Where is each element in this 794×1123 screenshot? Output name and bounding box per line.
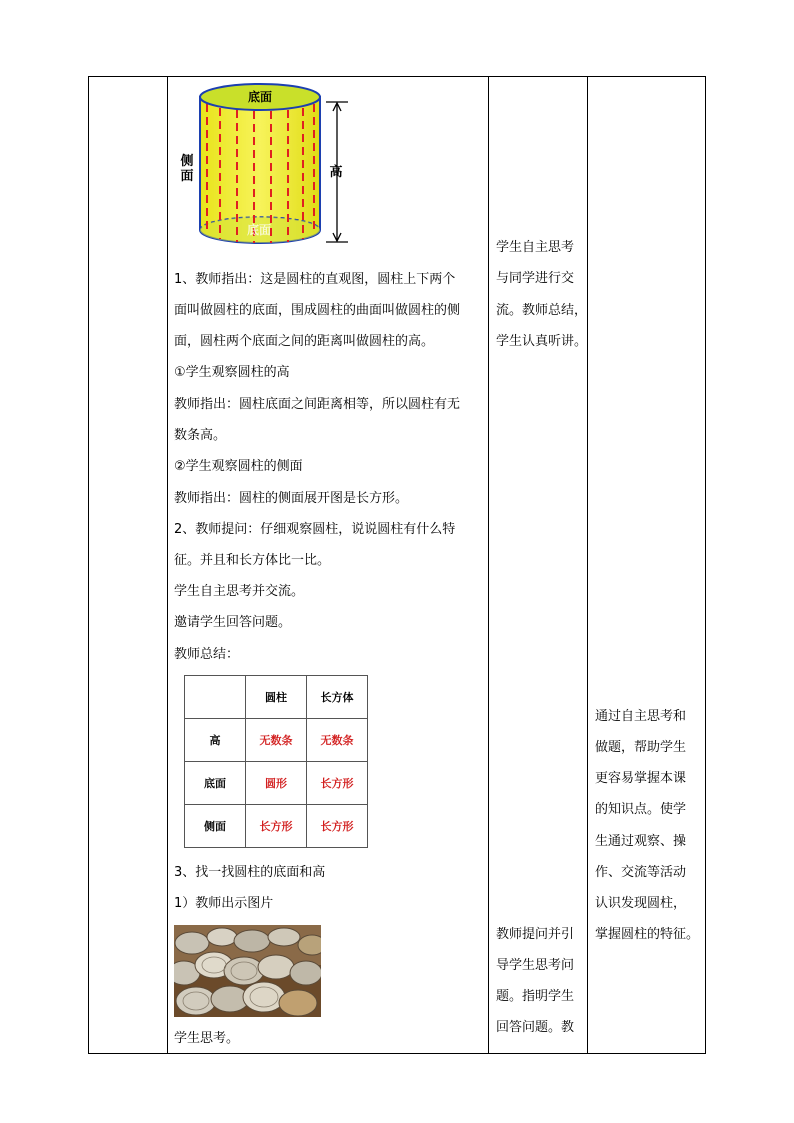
process-line: 征。并且和长方体比一比。: [174, 553, 331, 568]
process-line: 教师总结：: [174, 647, 240, 662]
table-header-cylinder: 圆柱: [246, 676, 307, 719]
table-row: [185, 719, 368, 762]
process-line: 教师指出：圆柱底面之间距离相等，所以圆柱有无: [174, 397, 461, 412]
table-cell: 无数条: [307, 719, 368, 762]
process-line: 3、找一找圆柱的底面和高: [174, 865, 326, 880]
process-line: ②学生观察圆柱的侧面: [174, 459, 303, 474]
student-line: 流。教师总结，: [496, 303, 588, 318]
table-cell: 圆形: [246, 762, 307, 805]
student-line: 学生自主思考: [496, 240, 575, 255]
table-cell: 无数条: [246, 719, 307, 762]
student-line: 回答问题。教: [496, 1020, 575, 1035]
table-cell: 长方形: [246, 805, 307, 848]
table-row-label: 底面: [185, 762, 246, 805]
label-height: 高: [329, 165, 343, 180]
student-line: 教师提问并引: [496, 927, 575, 942]
intent-line: 更容易掌握本课: [595, 771, 687, 786]
process-line: 数条高。: [174, 428, 227, 443]
process-line: 面，圆柱两个底面之间的距离叫做圆柱的高。: [174, 334, 435, 349]
teaching-process-column: [168, 76, 488, 1054]
intent-line: 做题，帮助学生: [595, 740, 687, 755]
table-cell: 长方形: [307, 805, 368, 848]
process-line: ①学生观察圆柱的高: [174, 365, 290, 380]
process-line: 邀请学生回答问题。: [174, 615, 292, 630]
table-cell: [185, 676, 246, 719]
process-line: 学生自主思考并交流。: [174, 584, 305, 599]
intent-line: 生通过观察、操: [595, 834, 687, 849]
label-bottom-base: 底面: [246, 223, 272, 237]
label-side-2: 面: [180, 169, 194, 184]
intent-line: 通过自主思考和: [595, 709, 687, 724]
process-line: 2、教师提问：仔细观察圆柱，说说圆柱有什么特: [174, 522, 456, 537]
intent-line: 的知识点。使学: [595, 802, 687, 817]
intent-line: 作、交流等活动: [595, 865, 687, 880]
student-activity-column: [489, 76, 587, 1054]
table-row-label: 侧面: [185, 805, 246, 848]
student-line: 导学生思考问: [496, 958, 575, 973]
process-line: 教师指出：圆柱的侧面展开图是长方形。: [174, 491, 409, 506]
label-top-base: 底面: [247, 90, 273, 104]
coins-photo: [174, 925, 321, 1017]
process-line: 1）教师出示图片: [174, 896, 274, 911]
design-intent-column: [588, 76, 706, 1054]
intent-line: 掌握圆柱的特征。: [595, 927, 700, 942]
process-line: 学生思考。: [174, 1031, 240, 1046]
process-line: 1、教师指出：这是圆柱的直观图，圆柱上下两个: [174, 272, 456, 287]
student-line: 学生认真听讲。: [496, 334, 588, 349]
table-row-label: 高: [185, 719, 246, 762]
coins-image: [174, 925, 321, 1017]
table-cell: 长方形: [307, 762, 368, 805]
table-row: [185, 805, 368, 848]
label-side-1: 侧: [180, 154, 194, 169]
process-line: 面叫做圆柱的底面，围成圆柱的曲面叫做圆柱的侧: [174, 303, 461, 318]
comparison-table: [184, 675, 368, 848]
table-header-cuboid: 长方体: [307, 676, 368, 719]
table-row: [185, 762, 368, 805]
intent-line: 认识发现圆柱，: [595, 896, 687, 911]
student-line: 与同学进行交: [496, 271, 575, 286]
student-line: 题。指明学生: [496, 989, 575, 1004]
table-row: [185, 676, 368, 719]
